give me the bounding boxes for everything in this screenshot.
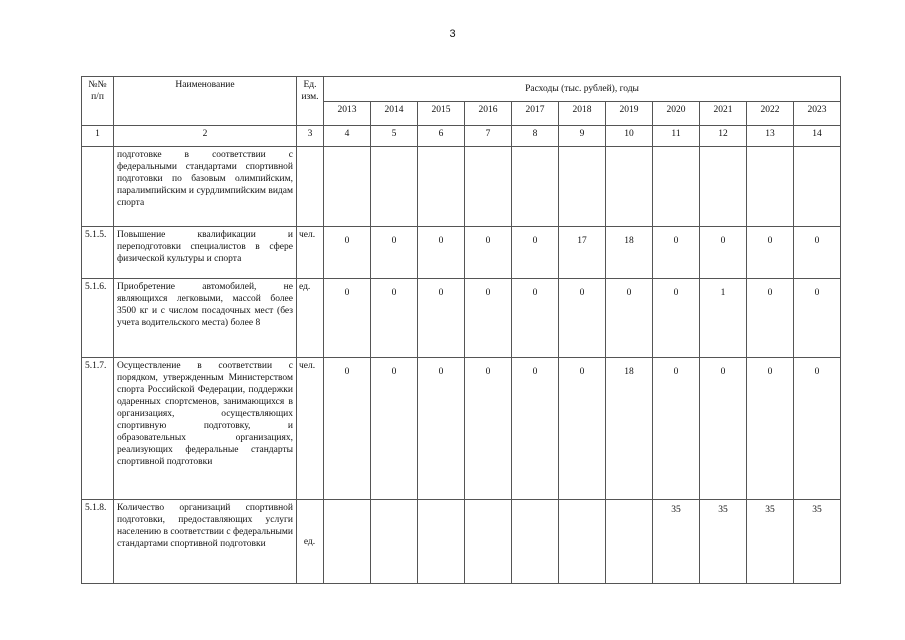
- table-row: [82, 227, 841, 279]
- row-value: 0: [512, 279, 559, 358]
- column-number-cell: 2: [114, 126, 297, 147]
- row-value: [559, 500, 606, 584]
- table-row: [82, 358, 841, 500]
- year-cell: 2017: [512, 102, 559, 126]
- row-value: 0: [418, 227, 465, 279]
- row-number: [82, 147, 114, 227]
- row-value: [324, 500, 371, 584]
- row-value: [465, 500, 512, 584]
- column-number-cell: 9: [559, 126, 606, 147]
- row-unit: чел.: [297, 358, 324, 500]
- row-unit: [297, 147, 324, 227]
- row-value: [371, 147, 418, 227]
- row-value: 17: [559, 227, 606, 279]
- row-value: [371, 500, 418, 584]
- header-unit: Ед. изм.: [297, 77, 324, 126]
- row-value: 0: [371, 227, 418, 279]
- column-number-cell: 6: [418, 126, 465, 147]
- row-value: 0: [794, 227, 841, 279]
- row-value: 0: [747, 358, 794, 500]
- row-value: 18: [606, 227, 653, 279]
- header-row: [82, 77, 841, 102]
- row-value: 0: [418, 279, 465, 358]
- row-value: 0: [465, 279, 512, 358]
- row-value: 0: [653, 227, 700, 279]
- row-value: [418, 500, 465, 584]
- row-value: [700, 147, 747, 227]
- row-value: [512, 147, 559, 227]
- row-value: [794, 147, 841, 227]
- year-cell: 2019: [606, 102, 653, 126]
- table-row: [82, 147, 841, 227]
- column-number-cell: 14: [794, 126, 841, 147]
- year-cell: 2020: [653, 102, 700, 126]
- row-number: 5.1.8.: [82, 500, 114, 584]
- row-value: [324, 147, 371, 227]
- column-number-cell: 4: [324, 126, 371, 147]
- row-unit: ед.: [297, 500, 324, 584]
- table-row: [82, 279, 841, 358]
- row-value: 35: [747, 500, 794, 584]
- year-cell: 2015: [418, 102, 465, 126]
- row-name: Осуществление в соответствии с порядком, утвержденным Министерством спорта Российской Федерации, поддержки одаренных спортсменов, занимающихся в организациях, осуществляющих спортивную подготовку, и образовательных организациях, реализующих федеральные стандарты спортивной подготовки: [114, 358, 297, 500]
- column-number-row: [82, 126, 841, 147]
- expenses-table: [81, 76, 841, 584]
- column-number-cell: 13: [747, 126, 794, 147]
- row-value: 0: [559, 358, 606, 500]
- row-value: [418, 147, 465, 227]
- row-value: 0: [700, 227, 747, 279]
- column-number-cell: 7: [465, 126, 512, 147]
- row-value: [653, 147, 700, 227]
- row-value: [747, 147, 794, 227]
- row-value: 1: [700, 279, 747, 358]
- row-name: Приобретение автомобилей, не являющихся легковыми, массой более 3500 кг и с числом посадочных мест (без учета водительского места) более 8: [114, 279, 297, 358]
- row-number: 5.1.6.: [82, 279, 114, 358]
- row-value: 35: [653, 500, 700, 584]
- row-value: 0: [324, 227, 371, 279]
- table-row: [82, 500, 841, 584]
- column-number-cell: 5: [371, 126, 418, 147]
- row-value: [465, 147, 512, 227]
- row-value: 0: [700, 358, 747, 500]
- row-value: [512, 500, 559, 584]
- row-value: 0: [371, 358, 418, 500]
- row-value: 0: [512, 227, 559, 279]
- header-name: Наименование: [114, 77, 297, 126]
- row-value: 0: [653, 279, 700, 358]
- year-cell: 2014: [371, 102, 418, 126]
- year-cell: 2018: [559, 102, 606, 126]
- row-value: 35: [794, 500, 841, 584]
- page-number: 3: [449, 28, 456, 40]
- header-costs: Расходы (тыс. рублей), годы: [324, 77, 841, 102]
- row-name: Количество организаций спортивной подготовки, предоставляющих услуги населению в соответствии с федеральными стандартами спортивной подготовки: [114, 500, 297, 584]
- row-value: 0: [324, 279, 371, 358]
- row-value: 0: [512, 358, 559, 500]
- row-value: 0: [371, 279, 418, 358]
- column-number-cell: 8: [512, 126, 559, 147]
- row-value: 0: [653, 358, 700, 500]
- row-value: [606, 147, 653, 227]
- row-value: 0: [559, 279, 606, 358]
- row-value: [559, 147, 606, 227]
- year-cell: 2013: [324, 102, 371, 126]
- row-value: 0: [747, 279, 794, 358]
- row-value: 18: [606, 358, 653, 500]
- year-cell: 2023: [794, 102, 841, 126]
- row-number: 5.1.5.: [82, 227, 114, 279]
- year-cell: 2021: [700, 102, 747, 126]
- row-value: 0: [794, 358, 841, 500]
- row-name: подготовке в соответствии с федеральными стандартами спортивной подготовки по базовым олимпийским, паралимпийским и сурдлимпийским видам спорта: [114, 147, 297, 227]
- row-value: 0: [465, 358, 512, 500]
- year-cell: 2016: [465, 102, 512, 126]
- row-value: 0: [418, 358, 465, 500]
- row-value: 35: [700, 500, 747, 584]
- row-value: 0: [324, 358, 371, 500]
- column-number-cell: 12: [700, 126, 747, 147]
- row-value: 0: [465, 227, 512, 279]
- column-number-cell: 10: [606, 126, 653, 147]
- row-unit: ед.: [297, 279, 324, 358]
- row-value: 0: [606, 279, 653, 358]
- column-number-cell: 11: [653, 126, 700, 147]
- row-value: 0: [794, 279, 841, 358]
- row-value: 0: [747, 227, 794, 279]
- column-number-cell: 1: [82, 126, 114, 147]
- row-number: 5.1.7.: [82, 358, 114, 500]
- header-num: №№ п/п: [82, 77, 114, 126]
- row-unit: чел.: [297, 227, 324, 279]
- row-value: [606, 500, 653, 584]
- year-cell: 2022: [747, 102, 794, 126]
- column-number-cell: 3: [297, 126, 324, 147]
- row-name: Повышение квалификации и переподготовки специалистов в сфере физической культуры и спорта: [114, 227, 297, 279]
